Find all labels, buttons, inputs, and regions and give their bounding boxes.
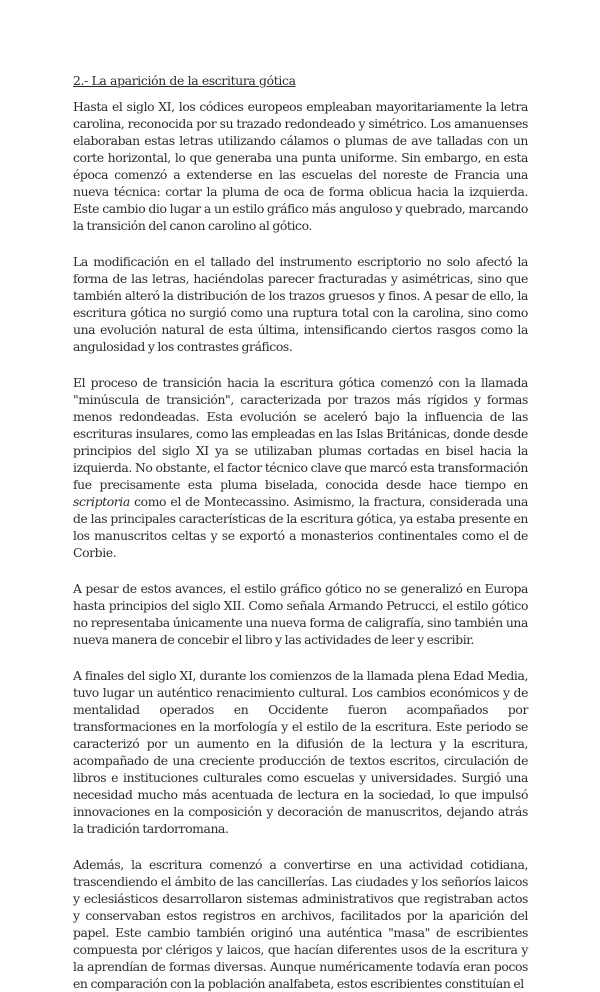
paragraph-renaissance: A finales del siglo XI, durante los comienzos de la llamada plena Edad Media, tuvo lugar un auténtico renacimiento cultural. Los cambios económicos y de mentalidad operados en Occidente fueron acompañados por transformaciones en la morfología y el estilo de la escritura. Este periodo se caracterizó por un aumento en la difusión de la lectura y la escritura, acompañado de una creciente producción de textos escritos, circulación de libros e instituciones culturales como escuelas y universidades. Surgió una necesidad mucho más acentuada de lectura en la sociedad, lo que impulsó innovaciones en la composición y decoración de manuscritos, dejando atrás la tradición tardorromana. xyxy=(73,668,528,836)
paragraph-petrucci: A pesar de estos avances, el estilo gráfico gótico no se generalizó en Europa hasta principios del siglo XII. Como señala Armando Petrucci, el estilo gótico no representaba únicamente una nueva forma de caligrafía, sino también una nueva manera de concebir el libro y las actividades de leer y escribir. xyxy=(73,581,528,647)
section-heading: 2.- La aparición de la escritura gótica xyxy=(73,73,296,88)
paragraph-carolina: Hasta el siglo XI, los códices europeos empleaban mayoritariamente la letra carolina, reconocida por su trazado redondeado y simétrico. Los amanuenses elaboraban estas letras utilizando cálamos o plumas de ave talladas con un corte horizontal, lo que generaba una punta uniforme. Sin embargo, en esta época comenzó a extenderse en las escuelas del noreste de Francia una nueva técnica: cortar la pluma de oca de forma oblicua hacia la izquierda. Este cambio dio lugar a un estilo gráfico más anguloso y quebrado, marcando la transición del canon carolino al gótico. xyxy=(73,99,528,233)
paragraph-instrument: La modificación en el tallado del instrumento escriptorio no solo afectó la forma de las letras, haciéndolas parecer fracturadas y asimétricas, sino que también alteró la distribución de los trazos gruesos y finos. A pesar de ello, la escritura gótica no surgió como una ruptura total con la carolina, sino como una evolución natural de esta última, intensificando ciertos rasgos como la angulosidad y los contrastes gráficos. xyxy=(73,254,528,354)
paragraph-transition-after: como el de Montecassino. Asimismo, la fractura, considerada una de las principales características de la escritura gótica, ya estaba presente en los manuscritos celtas y se exportó a monasterios continentales como el de Corbie. xyxy=(73,494,528,560)
paragraph-transition-before: El proceso de transición hacia la escritura gótica comenzó con la llamada "minúscula de transición", caracterizada por trazos más rígidos y formas menos redondeadas. Esta evolución se aceleró bajo la influencia de las escrituras insulares, como las empleadas en las Islas Británicas, donde desde principios del siglo XI ya se utilizaban plumas cortadas en bisel hacia la izquierda. No obstante, el factor técnico clave que marcó esta transformación fue precisamente esta pluma biselada, conocida desde hace tiempo en xyxy=(73,375,528,492)
paragraph-daily-writing: Además, la escritura comenzó a convertirse en una actividad cotidiana, trascendiendo el ámbito de las cancillerías. Las ciudades y los señoríos laicos y eclesiásticos desarrollaron sistemas administrativos que registraban actos y conservaban estos registros en archivos, facilitados por la aparición del papel. Este cambio también originó una auténtica "masa" de escribientes compuesta por clérigos y laicos, que hacían diferentes usos de la escritura y la aprendían de formas diversas. Aunque numéricamente todavía eran pocos en comparación con la población analfabeta, estos escribientes constituían el xyxy=(73,857,528,991)
paragraph-transition xyxy=(73,374,528,561)
document-page xyxy=(73,73,528,992)
paragraph-transition-italic: scriptoria xyxy=(73,494,130,509)
